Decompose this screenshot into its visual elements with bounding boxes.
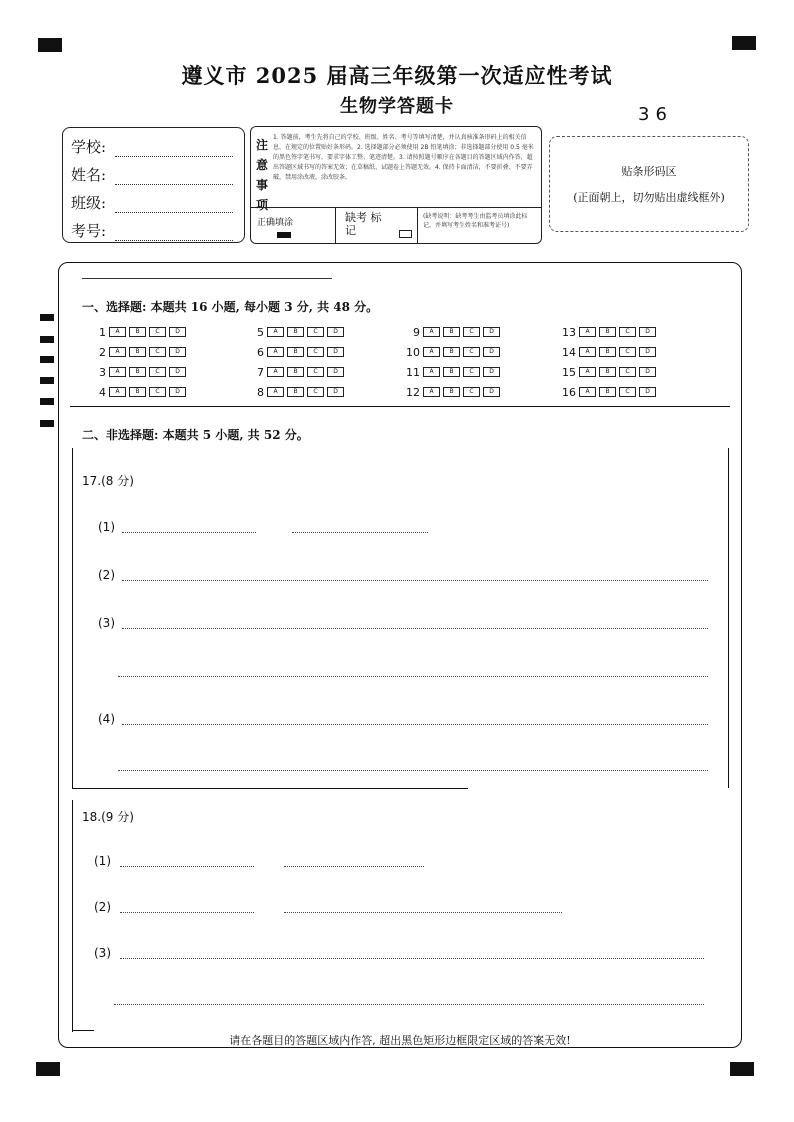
mc-option-c-bubble[interactable]: C xyxy=(619,367,636,377)
exam-number-field[interactable] xyxy=(115,227,233,241)
mc-option-d-bubble[interactable]: D xyxy=(327,347,344,357)
barcode-area xyxy=(549,136,749,232)
mc-option-b-bubble[interactable]: B xyxy=(129,327,146,337)
q18-part3-blank-a[interactable] xyxy=(120,958,704,959)
side-mark xyxy=(40,356,54,363)
name-row xyxy=(71,164,233,185)
mc-option-a-bubble[interactable]: A xyxy=(267,387,284,397)
top-rule xyxy=(82,278,332,279)
q17-part3-blank-b[interactable] xyxy=(118,676,708,677)
mc-option-a-bubble[interactable]: A xyxy=(579,367,596,377)
mc-option-c-bubble[interactable]: C xyxy=(307,347,324,357)
mc-question-number: 1 xyxy=(99,325,106,339)
mc-question-number: 8 xyxy=(257,385,264,399)
q17-part3-label: (3) xyxy=(98,616,115,630)
mc-option-c-bubble[interactable]: C xyxy=(619,327,636,337)
mc-option-c-bubble[interactable]: C xyxy=(307,367,324,377)
mc-option-c-bubble[interactable]: C xyxy=(307,387,324,397)
mc-option-a-bubble[interactable]: A xyxy=(267,347,284,357)
corner-mark-top-right xyxy=(732,36,756,50)
mc-option-d-bubble[interactable]: D xyxy=(639,387,656,397)
footer-warning: 请在各题目的答题区域内作答, 超出黑色矩形边框限定区域的答案无效! xyxy=(229,1034,571,1047)
mc-option-b-bubble[interactable]: B xyxy=(443,367,460,377)
q18-part2-blank-a[interactable] xyxy=(120,912,254,913)
corner-mark-bottom-right xyxy=(730,1062,754,1076)
notes-bottom-row xyxy=(251,207,542,244)
mc-option-a-bubble[interactable]: A xyxy=(109,387,126,397)
mc-option-c-bubble[interactable]: C xyxy=(463,387,480,397)
mc-question-13 xyxy=(560,324,659,340)
mc-option-d-bubble[interactable]: D xyxy=(327,367,344,377)
mc-option-d-bubble[interactable]: D xyxy=(483,367,500,377)
q17-part2-label: (2) xyxy=(98,568,115,582)
mc-option-c-bubble[interactable]: C xyxy=(149,327,166,337)
mc-option-b-bubble[interactable]: B xyxy=(129,387,146,397)
notes-heading: 注 意 事 项 xyxy=(256,138,269,212)
mc-question-number: 3 xyxy=(99,365,106,379)
mc-question-12 xyxy=(404,384,503,400)
mc-question-1 xyxy=(90,324,189,340)
mc-question-number: 9 xyxy=(413,325,420,339)
mc-question-number: 2 xyxy=(99,345,106,359)
mc-option-b-bubble[interactable]: B xyxy=(287,327,304,337)
mc-question-number: 11 xyxy=(406,365,420,379)
q18-part1-blank-a[interactable] xyxy=(120,866,254,867)
mc-option-d-bubble[interactable]: D xyxy=(169,367,186,377)
q17-part1-blank-b[interactable] xyxy=(292,532,428,533)
mc-question-number: 7 xyxy=(257,365,264,379)
mc-question-2 xyxy=(90,344,189,360)
class-label: 班级: xyxy=(71,194,107,212)
side-mark xyxy=(40,420,54,427)
mc-option-a-bubble[interactable]: A xyxy=(267,367,284,377)
exam-number-row xyxy=(71,220,233,241)
mc-question-8 xyxy=(248,384,347,400)
name-field[interactable] xyxy=(115,171,233,185)
mc-question-5 xyxy=(248,324,347,340)
side-mark xyxy=(40,377,54,384)
mc-option-a-bubble[interactable]: A xyxy=(109,367,126,377)
q17-part4-blank-a[interactable] xyxy=(122,724,708,725)
mc-question-number: 4 xyxy=(99,385,106,399)
mc-option-b-bubble[interactable]: B xyxy=(443,327,460,337)
student-info-box xyxy=(62,127,245,243)
q17-part1-blank-a[interactable] xyxy=(122,532,256,533)
q17-part4-blank-b[interactable] xyxy=(118,770,708,771)
mc-question-number: 13 xyxy=(562,325,576,339)
mc-option-d-bubble[interactable]: D xyxy=(639,367,656,377)
mc-option-b-bubble[interactable]: B xyxy=(287,347,304,357)
mc-question-number: 10 xyxy=(406,345,420,359)
side-mark xyxy=(40,336,54,343)
absent-note: (缺考说明：缺考考生由监考员填涂此标记，并填写考生姓名和准考证号) xyxy=(423,213,528,229)
mc-option-d-bubble[interactable]: D xyxy=(169,347,186,357)
mc-option-c-bubble[interactable]: C xyxy=(463,327,480,337)
mc-option-b-bubble[interactable]: B xyxy=(443,387,460,397)
mc-option-d-bubble[interactable]: D xyxy=(327,327,344,337)
mc-option-c-bubble[interactable]: C xyxy=(463,367,480,377)
mc-option-a-bubble[interactable]: A xyxy=(579,347,596,357)
mc-option-d-bubble[interactable]: D xyxy=(639,347,656,357)
mc-option-c-bubble[interactable]: C xyxy=(307,327,324,337)
mc-question-15 xyxy=(560,364,659,380)
barcode-subtitle: (正面朝上，切勿贴出虚线框外) xyxy=(573,191,725,204)
class-row xyxy=(71,192,233,213)
mc-question-6 xyxy=(248,344,347,360)
school-row xyxy=(71,136,233,157)
mc-option-b-bubble[interactable]: B xyxy=(599,367,616,377)
mc-option-d-bubble[interactable]: D xyxy=(483,347,500,357)
mc-option-a-bubble[interactable]: A xyxy=(579,327,596,337)
corner-mark-bottom-left xyxy=(36,1062,60,1076)
q18-part3-blank-b[interactable] xyxy=(114,1004,704,1005)
school-label: 学校: xyxy=(71,138,107,156)
mc-option-c-bubble[interactable]: C xyxy=(149,387,166,397)
mc-option-b-bubble[interactable]: B xyxy=(443,347,460,357)
mc-option-d-bubble[interactable]: D xyxy=(483,387,500,397)
notes-box xyxy=(250,126,542,244)
absent-mark-label: 缺考 标记 xyxy=(345,211,382,237)
q18-part1-label: (1) xyxy=(94,854,111,868)
mc-question-number: 15 xyxy=(562,365,576,379)
mc-option-b-bubble[interactable]: B xyxy=(129,367,146,377)
mc-option-a-bubble[interactable]: A xyxy=(109,327,126,337)
correct-fill-sample xyxy=(277,232,291,238)
barcode-title: 贴条形码区 xyxy=(621,165,677,178)
mc-option-c-bubble[interactable]: C xyxy=(149,347,166,357)
mc-question-9 xyxy=(404,324,503,340)
q17-part4-label: (4) xyxy=(98,712,115,726)
mc-option-b-bubble[interactable]: B xyxy=(599,347,616,357)
card-subtitle: 生物学答题卡 xyxy=(340,96,454,117)
school-field[interactable] xyxy=(115,143,233,157)
mc-option-c-bubble[interactable]: C xyxy=(619,347,636,357)
mc-option-b-bubble[interactable]: B xyxy=(129,347,146,357)
q18-part2-blank-b[interactable] xyxy=(284,912,562,913)
name-label: 姓名: xyxy=(71,166,107,184)
mc-question-number: 6 xyxy=(257,345,264,359)
mc-question-number: 14 xyxy=(562,345,576,359)
q18-part2-label: (2) xyxy=(94,900,111,914)
mc-option-a-bubble[interactable]: A xyxy=(579,387,596,397)
q18-head: 18.(9 分) xyxy=(82,810,134,824)
paper-code: 36 xyxy=(638,104,673,125)
mc-question-11 xyxy=(404,364,503,380)
q17-part1-label: (1) xyxy=(98,520,115,534)
mc-question-4 xyxy=(90,384,189,400)
corner-mark-top-left xyxy=(38,38,62,52)
mc-question-number: 12 xyxy=(406,385,420,399)
mc-question-14 xyxy=(560,344,659,360)
mc-option-d-bubble[interactable]: D xyxy=(327,387,344,397)
section1-title: 一、选择题: 本题共 16 小题, 每小题 3 分, 共 48 分。 xyxy=(82,300,379,314)
correct-fill-label: 正确填涂 xyxy=(257,218,294,228)
mc-question-number: 5 xyxy=(257,325,264,339)
mc-option-a-bubble[interactable]: A xyxy=(267,327,284,337)
mc-option-c-bubble[interactable]: C xyxy=(463,347,480,357)
exam-number-label: 考号: xyxy=(71,222,107,240)
q17-part3-blank-a[interactable] xyxy=(122,628,708,629)
side-mark xyxy=(40,314,54,321)
mc-option-b-bubble[interactable]: B xyxy=(599,327,616,337)
mc-option-b-bubble[interactable]: B xyxy=(287,387,304,397)
section2-title: 二、非选择题: 本题共 5 小题, 共 52 分。 xyxy=(82,428,309,442)
mc-question-number: 16 xyxy=(562,385,576,399)
mc-option-a-bubble[interactable]: A xyxy=(109,347,126,357)
class-field[interactable] xyxy=(115,199,233,213)
mc-question-10 xyxy=(404,344,503,360)
notes-text: 1. 答题前，考生先将自己的学校、班级、姓名、考号等填写清楚，并认真核准条形码上的相关信息，在规定的位置贴好条形码。2. 选择题部分必须使用 2B 铅笔填涂；非选择题部分使用 0.5 毫米的黑色签字笔书写，要求字体工整、笔迹清楚。3. 请按照题号顺序在各题目的答题区域内作答，超出答题区域书写的答案无效；在草稿纸、试题卷上答题无效。4. 保持卡面清洁，不要折叠、不要弄破，禁用涂改液，涂改胶条。 xyxy=(273,134,534,181)
mc-option-a-bubble[interactable]: A xyxy=(423,327,440,337)
mc-question-3 xyxy=(90,364,189,380)
mc-option-b-bubble[interactable]: B xyxy=(287,367,304,377)
mc-option-a-bubble[interactable]: A xyxy=(423,367,440,377)
q17-part2-blank[interactable] xyxy=(122,580,708,581)
q18-part3-label: (3) xyxy=(94,946,111,960)
mc-option-a-bubble[interactable]: A xyxy=(423,347,440,357)
q17-head: 17.(8 分) xyxy=(82,474,134,488)
q18-part1-blank-b[interactable] xyxy=(284,866,424,867)
absent-mark-box[interactable] xyxy=(399,230,412,238)
mc-question-16 xyxy=(560,384,659,400)
mc-option-d-bubble[interactable]: D xyxy=(169,327,186,337)
mc-option-d-bubble[interactable]: D xyxy=(639,327,656,337)
mc-option-c-bubble[interactable]: C xyxy=(619,387,636,397)
mc-option-d-bubble[interactable]: D xyxy=(483,327,500,337)
mc-option-b-bubble[interactable]: B xyxy=(599,387,616,397)
exam-title: 遵义市 2025 届高三年级第一次适应性考试 xyxy=(181,63,613,88)
mc-option-c-bubble[interactable]: C xyxy=(149,367,166,377)
section-divider xyxy=(70,406,730,407)
mc-option-d-bubble[interactable]: D xyxy=(169,387,186,397)
side-mark xyxy=(40,398,54,405)
mc-question-7 xyxy=(248,364,347,380)
mc-option-a-bubble[interactable]: A xyxy=(423,387,440,397)
